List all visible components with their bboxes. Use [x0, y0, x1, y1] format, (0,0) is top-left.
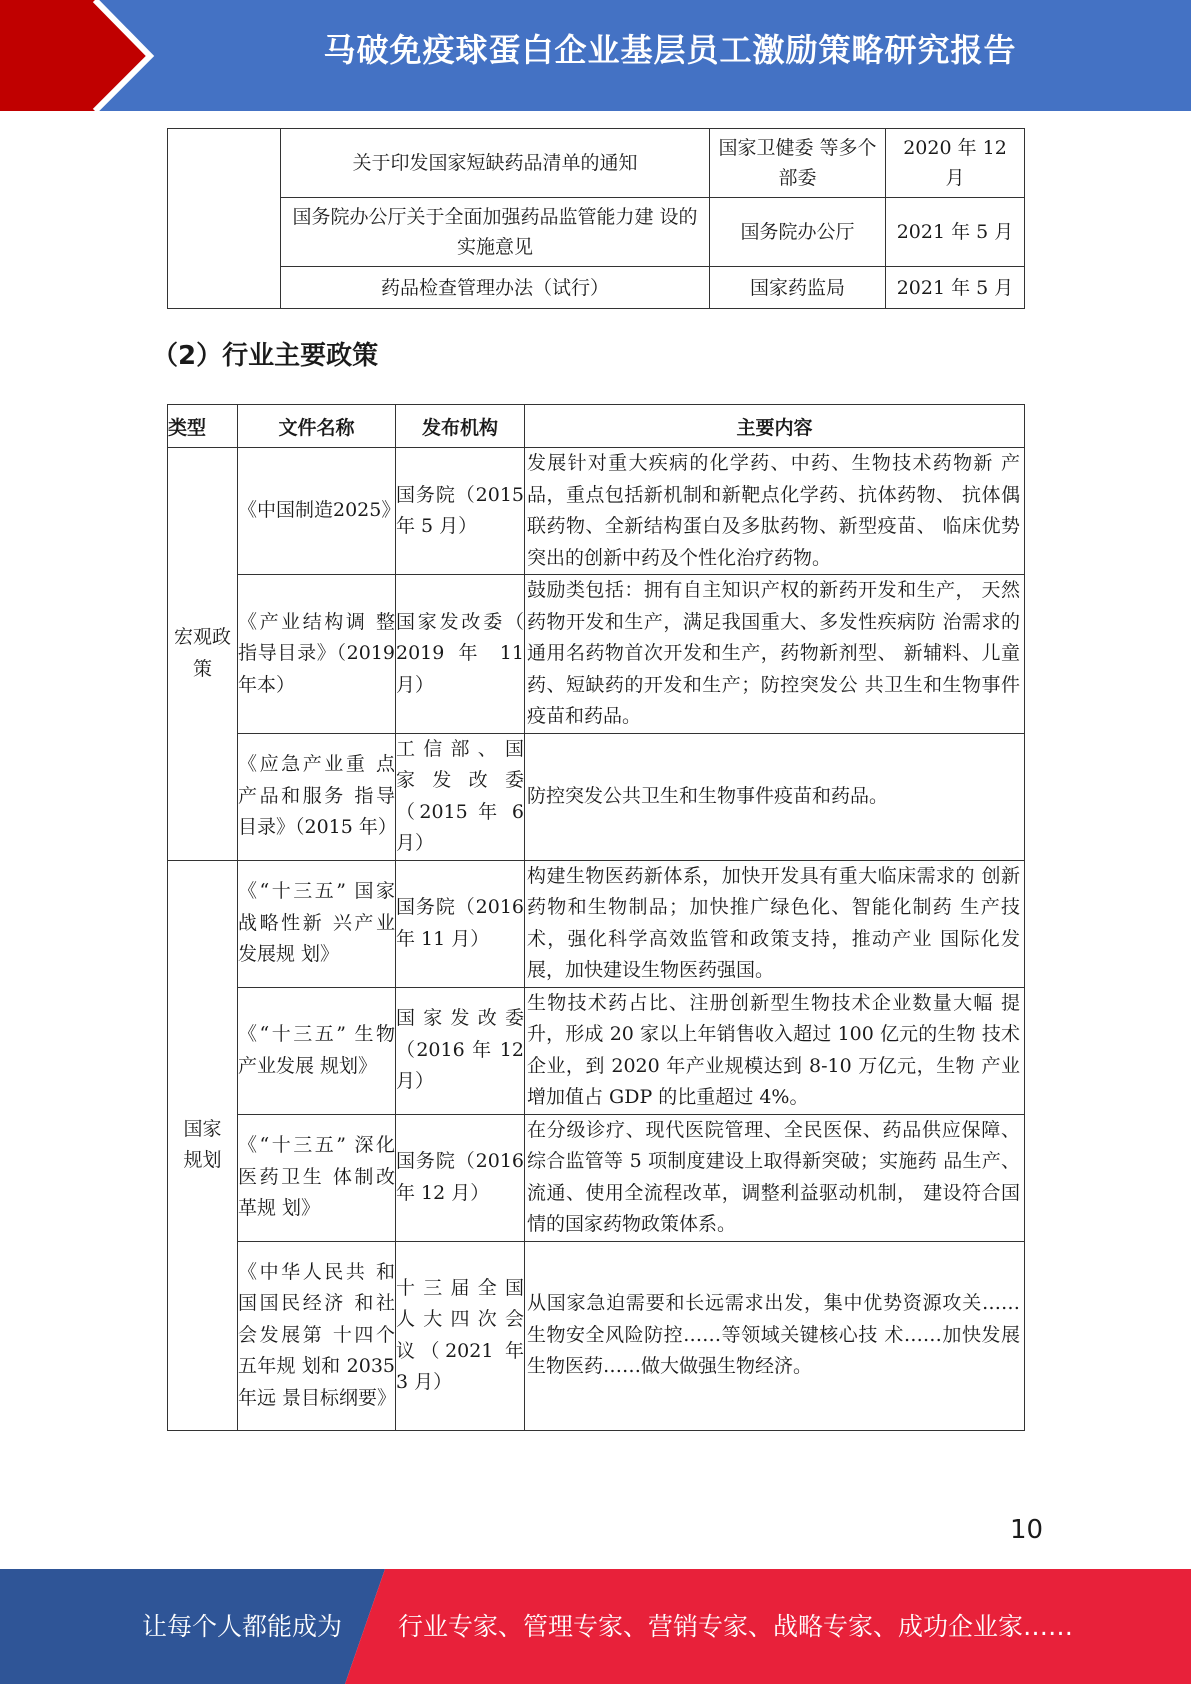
- category-cell: 宏观政策: [168, 448, 238, 861]
- issuer-cell: 国家卫健委 等多个部委: [710, 129, 886, 198]
- content-cell: 构建生物医药新体系，加快开发具有重大临床需求的 创新药物和生物制品；加快推广绿色化、智能化制药 生产技术，强化科学高效监管和政策支持，推动产业 国际化发展，加快建设生物医药强国。: [525, 860, 1025, 987]
- footer-slogan-left: 让每个人都能成为: [142, 1612, 343, 1641]
- table-row: [168, 267, 1025, 309]
- file-name-cell: 《应急产业重 点产品和服务 指导目录》（2015 年）: [238, 733, 396, 860]
- table-row: [168, 198, 1025, 267]
- merged-category-cell: [168, 129, 281, 309]
- table-row: [168, 129, 1025, 198]
- table-row: [168, 1241, 1025, 1430]
- header-banner: [0, 0, 1191, 111]
- issuer-cell: 国家药监局: [710, 267, 886, 309]
- date-cell: 2021 年 5 月: [886, 198, 1025, 267]
- table-row: [168, 987, 1025, 1114]
- content-cell: 防控突发公共卫生和生物事件疫苗和药品。: [525, 733, 1025, 860]
- content-cell: 从国家急迫需要和长远需求出发，集中优势资源攻关……生物安全风险防控……等领域关键核心技 术……加快发展生物医药……做大做强生物经济。: [525, 1241, 1025, 1430]
- issuer-cell: 工 信 部 、 国家发改委（2015 年 6 月）: [396, 733, 525, 860]
- industry-policy-table: [167, 404, 1025, 1431]
- file-name-cell: 《“十三五” 国家战略性新 兴产业发展规 划》: [238, 860, 396, 987]
- table-row: [168, 448, 1025, 575]
- content-cell: 在分级诊疗、现代医院管理、全民医保、药品供应保障、综合监管等 5 项制度建设上取得新突破；实施药 品生产、流通、使用全流程改革，调整利益驱动机制， 建设符合国情的国家药物政策体系。: [525, 1114, 1025, 1241]
- category-cell: 国家规划: [168, 860, 238, 1430]
- file-name-cell: 《中华人民共 和国国民经济 和社会发展第 十四个五年规 划和 2035 年远 景目标纲要》: [238, 1241, 396, 1430]
- date-cell: 2020 年 12 月: [886, 129, 1025, 198]
- file-name-cell: 《中国制造2025》: [238, 448, 396, 575]
- file-name-cell: 《“十三五” 生物产业发展 规划》: [238, 987, 396, 1114]
- table-row: [168, 860, 1025, 987]
- content-cell: 生物技术药占比、注册创新型生物技术企业数量大幅 提升，形成 20 家以上年销售收入超过 100 亿元的生物 技术企业，到 2020 年产业规模达到 8-10 万亿元，生物 产业增加值占 GDP 的比重超过 4%。: [525, 987, 1025, 1114]
- date-cell: 2021 年 5 月: [886, 267, 1025, 309]
- table-row: [168, 1114, 1025, 1241]
- content-cell: 发展针对重大疾病的化学药、中药、生物技术药物新 产品，重点包括新机制和新靶点化学药、抗体药物、 抗体偶联药物、全新结构蛋白及多肽药物、新型疫苗、 临床优势突出的创新中药及个性化治疗药物。: [525, 448, 1025, 575]
- issuer-cell: 国务院（2016 年 12 月）: [396, 1114, 525, 1241]
- header-type: 类型: [168, 405, 238, 448]
- header-file-name: 文件名称: [238, 405, 396, 448]
- header-content: 主要内容: [525, 405, 1025, 448]
- issuer-cell: 国务院（2016 年 11 月）: [396, 860, 525, 987]
- footer-slogan-right: 行业专家、管理专家、营销专家、战略专家、成功企业家……: [398, 1612, 1074, 1641]
- file-name-cell: 药品检查管理办法（试行）: [281, 267, 710, 309]
- document-title: 马破免疫球蛋白企业基层员工激励策略研究报告: [323, 31, 1017, 69]
- drug-policy-table-continued: [167, 128, 1025, 309]
- issuer-cell: 国务院办公厅: [710, 198, 886, 267]
- page-number: 10: [1010, 1515, 1044, 1545]
- issuer-cell: 国家发改委（ 2019 年 11 月）: [396, 575, 525, 734]
- file-name-cell: 国务院办公厅关于全面加强药品监管能力建 设的实施意见: [281, 198, 710, 267]
- footer-banner: [0, 1569, 1191, 1684]
- issuer-cell: 国务院（2015 年 5 月）: [396, 448, 525, 575]
- file-name-cell: 《产业结构调 整指导目录》（2019 年本）: [238, 575, 396, 734]
- table-row: [168, 733, 1025, 860]
- file-name-cell: 关于印发国家短缺药品清单的通知: [281, 129, 710, 198]
- content-cell: 鼓励类包括：拥有自主知识产权的新药开发和生产， 天然药物开发和生产，满足我国重大、多发性疾病防 治需求的通用名药物首次开发和生产，药物新剂型、 新辅料、儿童药、短缺药的开发和生产；防控突发公 共卫生和生物事件疫苗和药品。: [525, 575, 1025, 734]
- header-issuer: 发布机构: [396, 405, 525, 448]
- section-heading: （2）行业主要政策: [152, 341, 379, 371]
- issuer-cell: 十 三 届 全 国 人 大 四 次 会 议（2021 年 3 月）: [396, 1241, 525, 1430]
- table-row: [168, 575, 1025, 734]
- issuer-cell: 国家发改委（2016 年 12 月）: [396, 987, 525, 1114]
- file-name-cell: 《“十三五” 深化医药卫生 体制改革规 划》: [238, 1114, 396, 1241]
- table-header-row: [168, 405, 1025, 448]
